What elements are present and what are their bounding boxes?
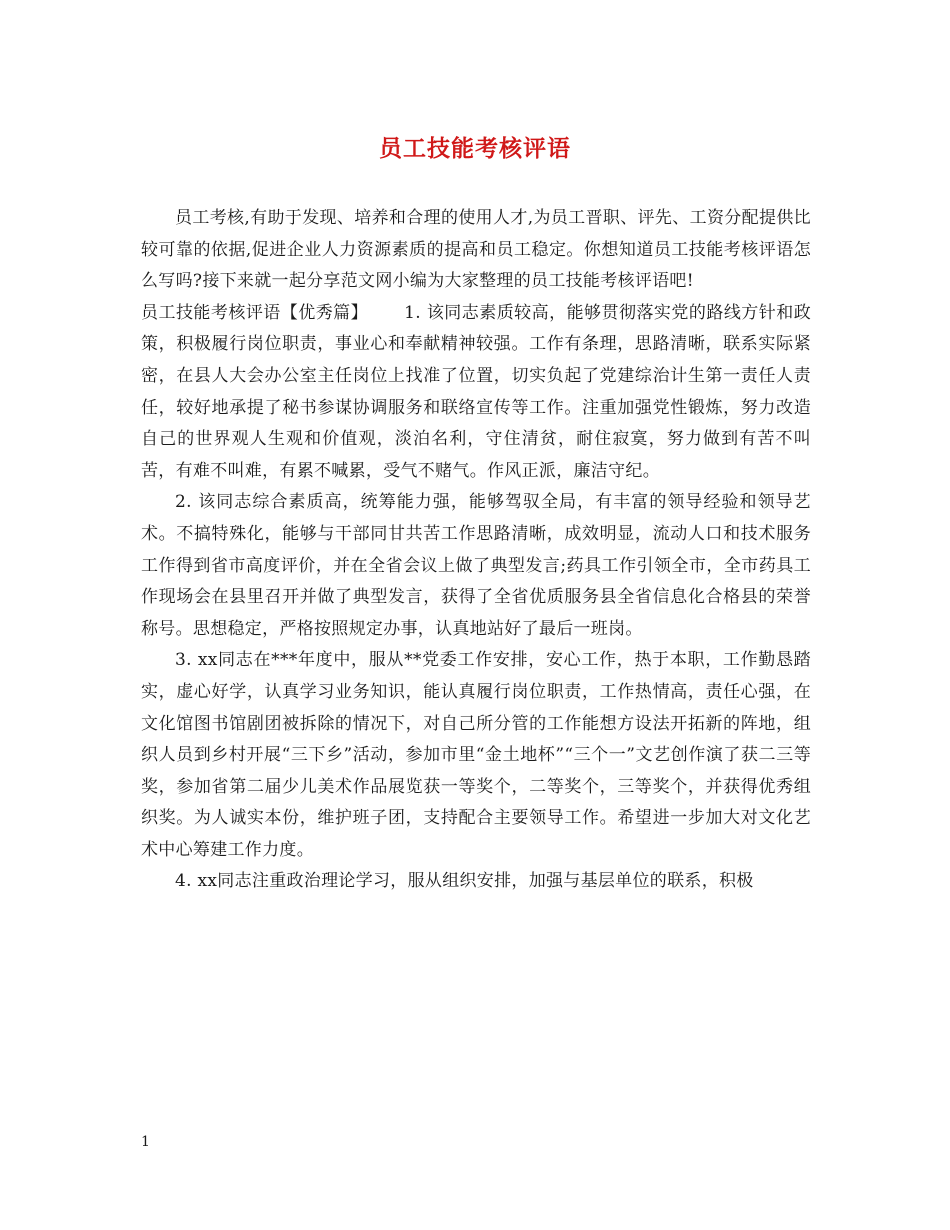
intro-paragraph: 员工考核,有助于发现、培养和合理的使用人才,为员工晋职、评先、工资分配提供比较可靠的依据,促进企业人力资源素质的提高和员工稳定。你想知道员工技能考核评语怎么写吗?接下来就一起分享范文网小编为大家整理的员工技能考核评语吧! (141, 208, 811, 292)
section-heading: 员工技能考核评语【优秀篇】 (141, 302, 369, 323)
document-title: 员工技能考核评语 (379, 135, 571, 162)
item-3-paragraph: 3. xx同志在***年度中，服从**党委工作安排，安心工作，热于本职，工作勤恳踏实，虚心好学，认真学习业务知识，能认真履行岗位职责，工作热情高，责任心强，在文化馆图书馆剧团被拆除的情况下，对自己所分管的工作能想方设法开拓新的阵地，组织人员到乡村开展“三下乡”活动，参加市里“金土地杯”“三个一”文艺创作演了获二三等奖，参加省第二届少儿美术作品展览获一等奖个，二等奖个，三等奖个，并获得优秀组织奖。为人诚实本份，维护班子团，支持配合主要领导工作。希望进一步加大对文化艺术中心筹建工作力度。 (141, 650, 811, 860)
page-number: 1 (141, 1134, 150, 1150)
document-body (141, 203, 811, 898)
item-2-paragraph: 2. 该同志综合素质高，统筹能力强，能够驾驭全局，有丰富的领导经验和领导艺术。不搞特殊化，能够与干部同甘共苦工作思路清晰，成效明显，流动人口和技术服务工作得到省市高度评价，并在全省会议上做了典型发言;药具工作引领全市，全市药具工作现场会在县里召开并做了典型发言，获得了全省优质服务县全省信息化合格县的荣誉称号。思想稳定，严格按照规定办事，认真地站好了最后一班岗。 (141, 492, 811, 639)
item-4-paragraph: 4. xx同志注重政治理论学习，服从组织安排，加强与基层单位的联系，积极 (175, 871, 754, 892)
item-1-paragraph (141, 298, 811, 488)
item-1-text: 1. 该同志素质较高，能够贯彻落实党的路线方针和政策，积极履行岗位职责，事业心和奉献精神较强。工作有条理，思路清晰，联系实际紧密，在县人大会办公室主任岗位上找准了位置，切实负起了党建综治计生第一责任人责任，较好地承提了秘书参谋协调服务和联络宣传等工作。注重加强党性锻炼，努力改造自己的世界观人生观和价值观，淡泊名利，守住清贫，耐住寂寞，努力做到有苦不叫苦，有难不叫难，有累不喊累，受气不赌气。作风正派，廉洁守纪。 (141, 302, 811, 481)
